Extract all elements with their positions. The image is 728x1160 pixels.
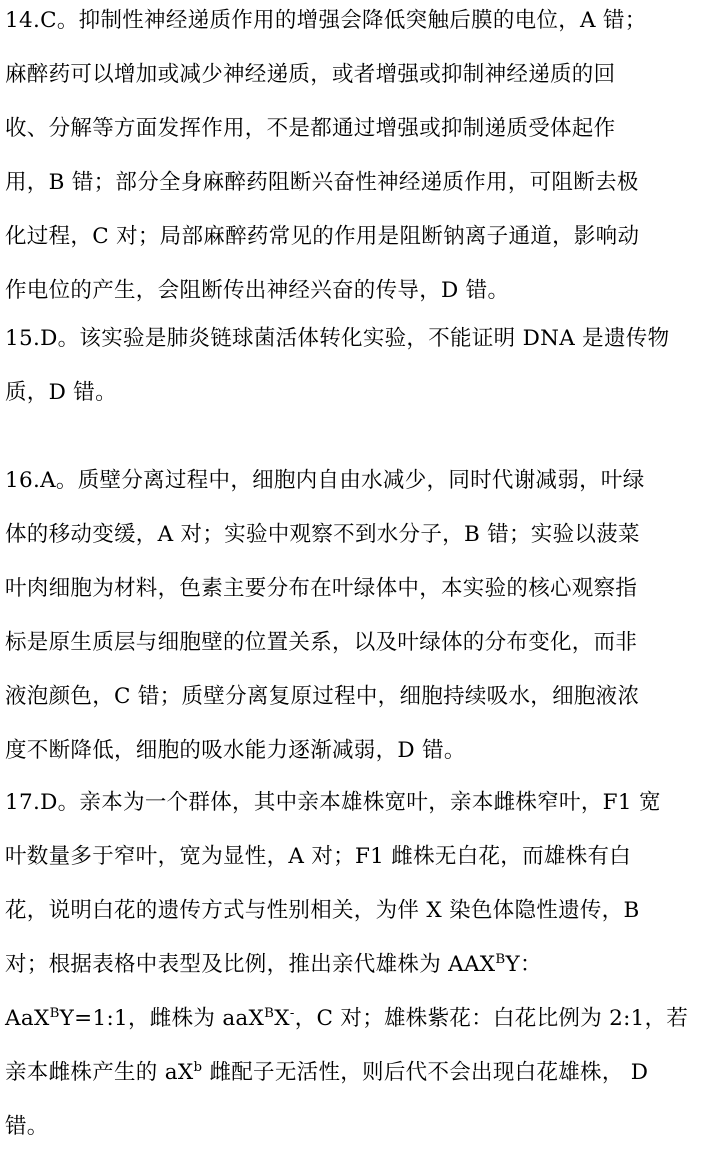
text-fragment: 雌配子无活性，则后代不会出现白花雄株， D [202,1060,649,1085]
text-fragment: ，C 对；雄株紫花：白花比例为 2:1，若 [294,1006,689,1031]
answer-17 [5,776,724,1154]
text-line: 收、分解等方面发挥作用，不是都通过增强或抑制递质受体起作 [5,116,616,141]
answer-14 [5,0,724,318]
superscript: - [289,1005,295,1021]
text-line: 叶数量多于窄叶，宽为显性，A 对；F1 雌株无白花，而雄株有白 [5,844,632,869]
text-line [5,938,724,992]
text-line: 花，说明白花的遗传方式与性别相关，为伴 X 染色体隐性遗传，B [5,898,640,923]
text-fragment: Y=1:1，雌株为 aaX [59,1006,265,1031]
text-fragment: X [274,1006,290,1031]
text-line: 质，D 错。 [5,380,117,405]
text-line [5,1046,724,1100]
text-line [5,992,724,1046]
answer-16 [5,454,724,778]
superscript: B [49,1005,60,1021]
text-line: 液泡颜色，C 错；质壁分离复原过程中，细胞持续吸水，细胞液浓 [5,684,640,709]
text-line: 17.D。亲本为一个群体，其中亲本雄株宽叶，亲本雌株窄叶，F1 宽 [5,790,661,815]
text-line: 标是原生质层与细胞壁的位置关系，以及叶绿体的分布变化，而非 [5,630,638,655]
text-fragment: AaX [5,1006,50,1031]
superscript: B [495,951,506,967]
superscript: B [264,1005,275,1021]
text-line: 16.A。质壁分离过程中，细胞内自由水减少，同时代谢减弱，叶绿 [5,468,645,493]
text-line: 14.C。抑制性神经递质作用的增强会降低突触后膜的电位，A 错； [5,8,647,33]
text-fragment: Y： [505,952,542,977]
text-line: 麻醉药可以增加或减少神经递质，或者增强或抑制神经递质的回 [5,62,616,87]
answer-15 [5,312,724,420]
text-fragment: 对；根据表格中表型及比例，推出亲代雄株为 AAX [5,952,496,977]
text-line: 度不断降低，细胞的吸水能力逐渐减弱，D 错。 [5,738,466,763]
text-line: 体的移动变缓，A 对；实验中观察不到水分子，B 错；实验以菠菜 [5,522,640,547]
text-line: 错。 [5,1114,49,1139]
text-line: 叶肉细胞为材料，色素主要分布在叶绿体中，本实验的核心观察指 [5,576,638,601]
text-fragment: 亲本雌株产生的 aX [5,1060,194,1085]
text-line: 作电位的产生，会阻断传出神经兴奋的传导，D 错。 [5,278,510,303]
text-line: 用，B 错；部分全身麻醉药阻断兴奋性神经递质作用，可阻断去极 [5,170,639,195]
text-line: 15.D。该实验是肺炎链球菌活体转化实验，不能证明 DNA 是遗传物 [5,326,670,351]
text-line: 化过程，C 对；局部麻醉药常见的作用是阻断钠离子通道，影响动 [5,224,640,249]
superscript: b [193,1059,203,1075]
